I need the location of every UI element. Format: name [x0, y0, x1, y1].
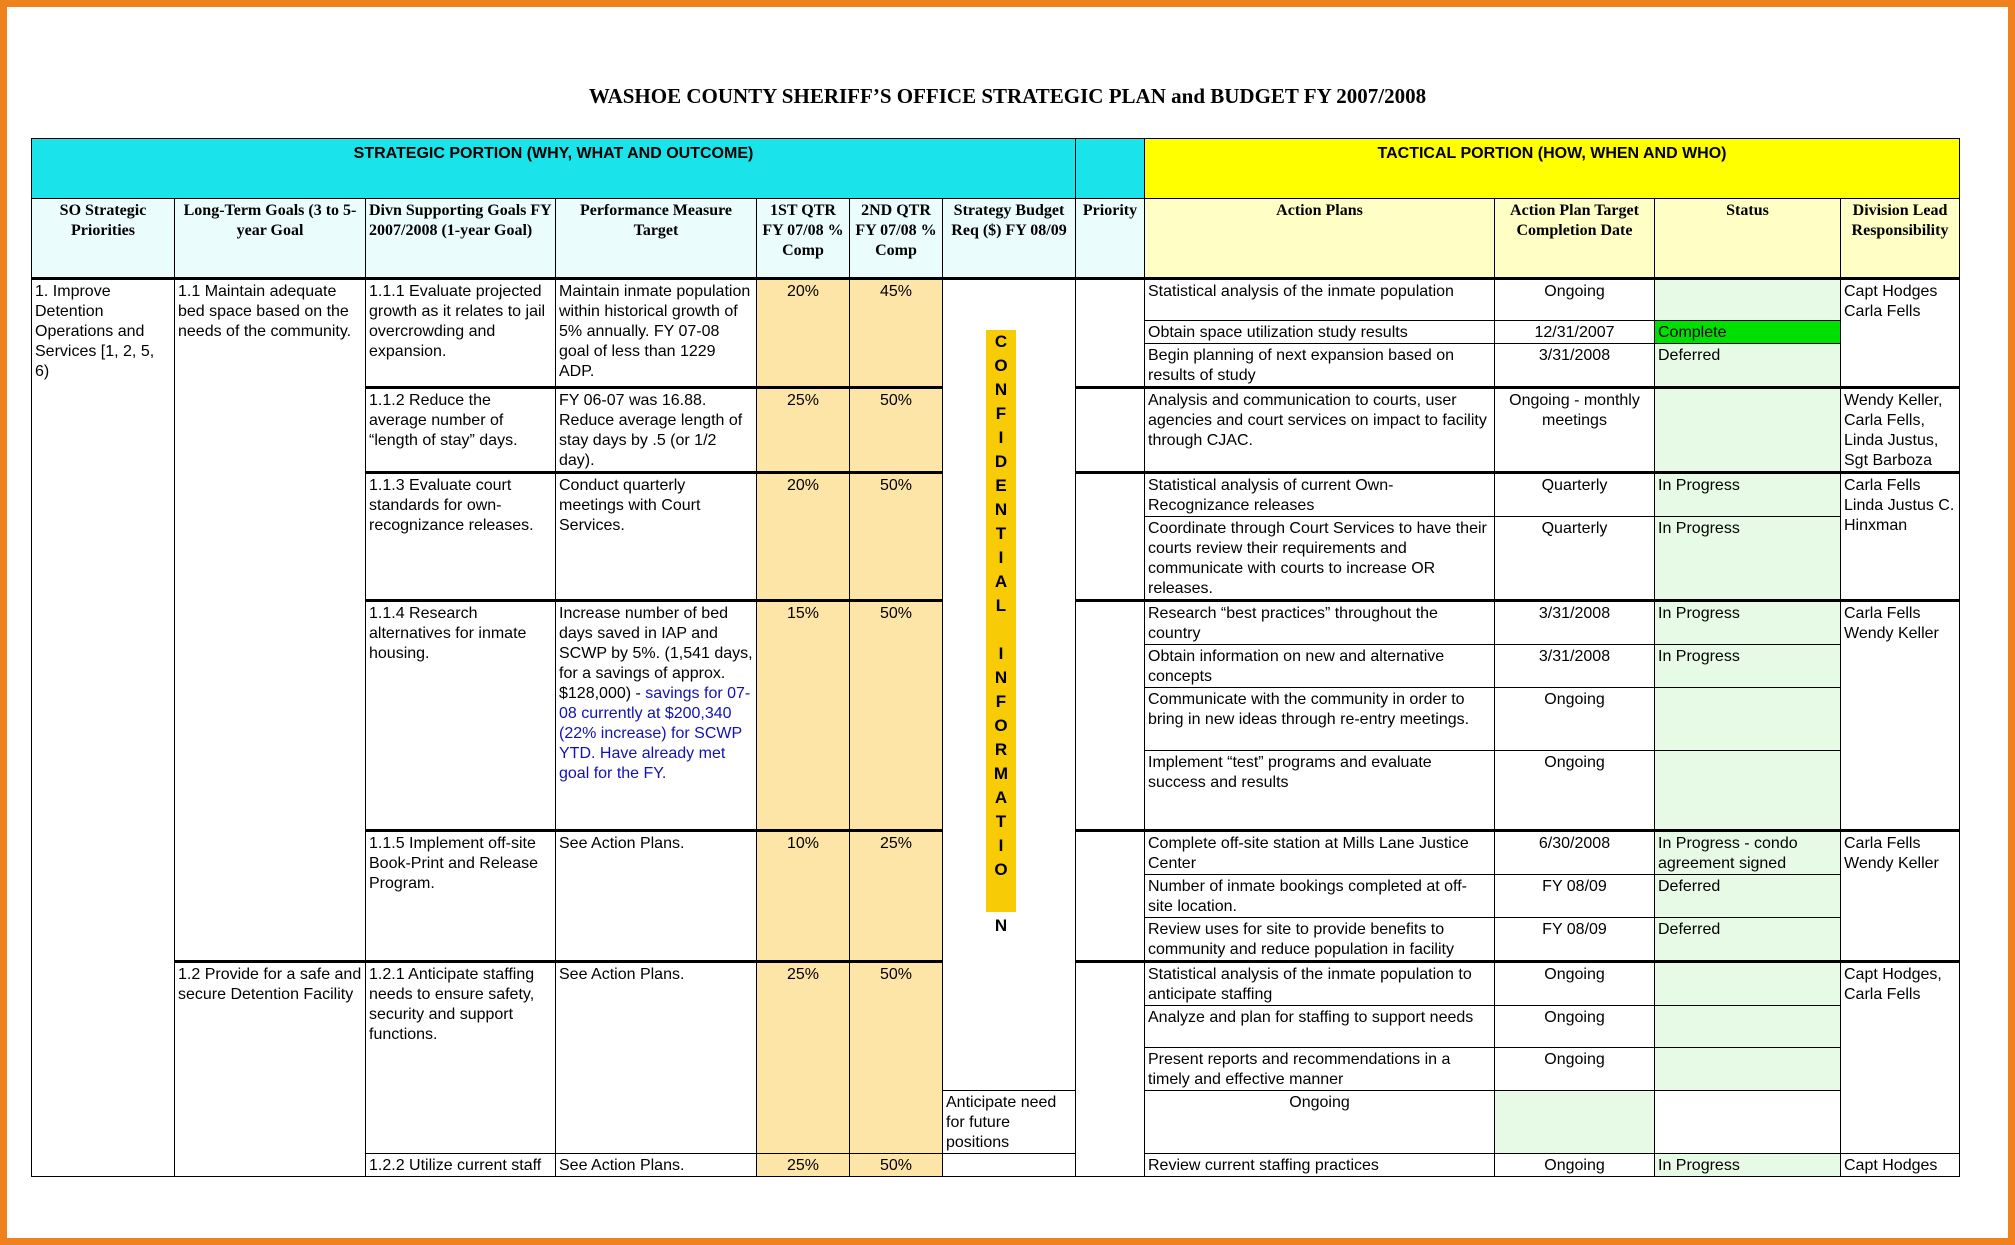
performance-measure	[556, 601, 757, 831]
qtr1-percent: 20%	[757, 279, 850, 388]
confidential-letter: A	[994, 572, 1008, 591]
performance-measure: See Action Plans.	[556, 962, 757, 1154]
target-date: Ongoing	[1495, 688, 1655, 751]
divn-goal: 1.1.2 Reduce the average number of “length of stay” days.	[366, 388, 556, 473]
confidential-letter: D	[994, 452, 1008, 471]
confidential-letter: N	[994, 668, 1008, 687]
tactical-band: TACTICAL PORTION (HOW, WHEN AND WHO)	[1145, 139, 1960, 199]
performance-measure: See Action Plans.	[556, 831, 757, 962]
action-plan: Obtain information on new and alternative concepts	[1145, 645, 1495, 688]
action-plan: Review current staffing practices	[1145, 1154, 1495, 1177]
qtr2-percent: 25%	[850, 831, 943, 962]
action-plan: Review uses for site to provide benefits to community and reduce population in facility	[1145, 918, 1495, 962]
confidential-letter: T	[995, 524, 1007, 543]
performance-measure: FY 06-07 was 16.88. Reduce average length of stay days by .5 (or 1/2 day).	[556, 388, 757, 473]
confidential-letter: I	[998, 428, 1004, 447]
strategic-band: STRATEGIC PORTION (WHY, WHAT AND OUTCOME)	[32, 139, 1076, 199]
confidential-letter: F	[995, 404, 1007, 423]
priority-cell	[1076, 601, 1145, 831]
status-cell: Deferred	[1655, 344, 1841, 388]
action-plan: Coordinate through Court Services to have their courts review their requirements and communicate with courts to increase OR releases.	[1145, 517, 1495, 601]
priority-cell	[1076, 831, 1145, 962]
action-plan: Number of inmate bookings completed at off-site location.	[1145, 875, 1495, 918]
action-plan: Communicate with the community in order to bring in new ideas through re-entry meetings.	[1145, 688, 1495, 751]
qtr1-percent: 25%	[757, 1154, 850, 1177]
confidential-letter: C	[994, 332, 1008, 351]
header-status: Status	[1655, 199, 1841, 279]
divn-goal: 1.1.3 Evaluate court standards for own-recognizance releases.	[366, 473, 556, 601]
confidential-letter: L	[995, 596, 1007, 615]
header-qtr1: 1ST QTR FY 07/08 % Comp	[757, 199, 850, 279]
performance-measure: Conduct quarterly meetings with Court Services.	[556, 473, 757, 601]
action-plan: Research “best practices” throughout the country	[1145, 601, 1495, 645]
header-performance: Performance Measure Target	[556, 199, 757, 279]
priority-cell	[1076, 473, 1145, 601]
action-plan: Statistical analysis of the inmate population	[1145, 279, 1495, 321]
table-row	[32, 279, 1960, 321]
divn-goal: 1.2.2 Utilize current staff	[366, 1154, 556, 1177]
division-lead: Carla Fells Wendy Keller	[1841, 601, 1960, 831]
qtr1-percent: 25%	[757, 388, 850, 473]
action-plan: Begin planning of next expansion based on results of study	[1145, 344, 1495, 388]
target-date: 6/30/2008	[1495, 831, 1655, 875]
header-budget: Strategy Budget Req ($) FY 08/09	[943, 199, 1076, 279]
confidential-letter: O	[994, 716, 1008, 735]
target-date: Ongoing - monthly meetings	[1495, 388, 1655, 473]
status-cell	[1655, 279, 1841, 321]
qtr2-percent: 45%	[850, 279, 943, 388]
priority-band	[1076, 139, 1145, 199]
qtr1-percent: 20%	[757, 473, 850, 601]
status-cell: In Progress	[1655, 601, 1841, 645]
confidential-letter: M	[993, 764, 1009, 783]
division-lead: Capt Hodges	[1841, 1154, 1960, 1177]
status-cell: Deferred	[1655, 918, 1841, 962]
action-plan: Complete off-site station at Mills Lane Justice Center	[1145, 831, 1495, 875]
long-term-goal-1-2: 1.2 Provide for a safe and secure Detention Facility	[175, 962, 366, 1177]
target-date: FY 08/09	[1495, 918, 1655, 962]
division-lead: Carla Fells Wendy Keller	[1841, 831, 1960, 962]
header-divn-goals: Divn Supporting Goals FY 2007/2008 (1-year Goal)	[366, 199, 556, 279]
action-plan: Analyze and plan for staffing to support needs	[1145, 1006, 1495, 1048]
long-term-goal-1-1: 1.1 Maintain adequate bed space based on the needs of the community.	[175, 279, 366, 962]
priority-cell	[1076, 388, 1145, 473]
confidential-letter: N	[994, 380, 1008, 399]
target-date: 3/31/2008	[1495, 645, 1655, 688]
target-date: Quarterly	[1495, 473, 1655, 517]
status-cell: In Progress - condo agreement signed	[1655, 831, 1841, 875]
divn-goal: 1.1.4 Research alternatives for inmate housing.	[366, 601, 556, 831]
header-lead: Division Lead Responsibility	[1841, 199, 1960, 279]
action-plan: Anticipate need for future positions	[943, 1091, 1076, 1154]
target-date: Ongoing	[1495, 751, 1655, 831]
priority-cell	[1076, 279, 1145, 388]
target-date: FY 08/09	[1495, 875, 1655, 918]
status-cell	[1655, 1006, 1841, 1048]
confidential-letter: R	[994, 740, 1008, 759]
qtr2-percent: 50%	[850, 388, 943, 473]
status-cell	[1655, 388, 1841, 473]
header-row	[32, 199, 1960, 279]
header-action-plans: Action Plans	[1145, 199, 1495, 279]
performance-measure: Maintain inmate population within historical growth of 5% annually. FY 07-08 goal of less than 1229 ADP.	[556, 279, 757, 388]
qtr2-percent: 50%	[850, 962, 943, 1154]
status-cell: In Progress	[1655, 473, 1841, 517]
action-plan: Present reports and recommendations in a timely and effective manner	[1145, 1048, 1495, 1091]
qtr2-percent: 50%	[850, 601, 943, 831]
status-cell: Deferred	[1655, 875, 1841, 918]
page-title: WASHOE COUNTY SHERIFF’S OFFICE STRATEGIC PLAN and BUDGET FY 2007/2008	[588, 84, 1427, 108]
confidential-letter: N	[994, 500, 1008, 519]
confidential-letters	[986, 330, 1016, 912]
action-plan: Implement “test” programs and evaluate success and results	[1145, 751, 1495, 831]
priority-cell	[1076, 962, 1145, 1177]
measure-update-text: savings for 07-08 currently at $200,340 (22% increase) for SCWP YTD. Have already met goal for the FY.	[559, 685, 751, 782]
target-date: Ongoing	[1495, 1048, 1655, 1091]
division-lead: Capt Hodges, Carla Fells	[1841, 962, 1960, 1154]
action-plan: Statistical analysis of current Own-Recognizance releases	[1145, 473, 1495, 517]
status-cell	[1655, 688, 1841, 751]
confidential-last-letter: N	[994, 916, 1008, 935]
qtr1-percent: 15%	[757, 601, 850, 831]
confidential-letter	[986, 618, 1016, 642]
confidential-letter: I	[998, 644, 1004, 663]
qtr2-percent: 50%	[850, 473, 943, 601]
status-cell	[1655, 1048, 1841, 1091]
header-priority: Priority	[1076, 199, 1145, 279]
measure-text: Increase number of bed days saved in IAP and SCWP by 5%. (1,541 days, for a savings of approx. $128,000) -	[559, 605, 753, 702]
qtr2-percent: 50%	[850, 1154, 943, 1177]
divn-goal: 1.1.5 Implement off-site Book-Print and Release Program.	[366, 831, 556, 962]
division-lead: Capt Hodges Carla Fells	[1841, 279, 1960, 388]
header-target-date: Action Plan Target Completion Date	[1495, 199, 1655, 279]
header-long-term: Long-Term Goals (3 to 5-year Goal	[175, 199, 366, 279]
status-cell: In Progress	[1655, 517, 1841, 601]
status-cell: In Progress	[1655, 645, 1841, 688]
header-so-priorities: SO Strategic Priorities	[32, 199, 175, 279]
divn-goal: 1.2.1 Anticipate staffing needs to ensure safety, security and support functions.	[366, 962, 556, 1154]
performance-measure: See Action Plans.	[556, 1154, 757, 1177]
target-date: 12/31/2007	[1495, 321, 1655, 344]
action-plan: Analysis and communication to courts, user agencies and court services on impact to facility through CJAC.	[1145, 388, 1495, 473]
so-priority-cell: 1. Improve Detention Operations and Services [1, 2, 5, 6)	[32, 279, 175, 1177]
division-lead: Carla Fells Linda Justus C. Hinxman	[1841, 473, 1960, 601]
confidential-letter: I	[998, 548, 1004, 567]
action-plan: Obtain space utilization study results	[1145, 321, 1495, 344]
confidential-letter: T	[995, 812, 1007, 831]
target-date: Ongoing	[1145, 1091, 1495, 1154]
target-date: Ongoing	[1495, 962, 1655, 1006]
divn-goal: 1.1.1 Evaluate projected growth as it relates to jail overcrowding and expansion.	[366, 279, 556, 388]
confidential-letter: F	[995, 692, 1007, 711]
action-plan: Statistical analysis of the inmate population to anticipate staffing	[1145, 962, 1495, 1006]
status-cell	[1655, 962, 1841, 1006]
status-cell	[1495, 1091, 1655, 1154]
confidential-letter: E	[995, 476, 1007, 495]
status-cell	[1655, 751, 1841, 831]
header-qtr2: 2ND QTR FY 07/08 % Comp	[850, 199, 943, 279]
qtr1-percent: 25%	[757, 962, 850, 1154]
target-date: Ongoing	[1495, 1154, 1655, 1177]
confidential-letter: O	[994, 860, 1008, 879]
target-date: 3/31/2008	[1495, 344, 1655, 388]
target-date: Ongoing	[1495, 279, 1655, 321]
target-date: Quarterly	[1495, 517, 1655, 601]
target-date: 3/31/2008	[1495, 601, 1655, 645]
band-row	[32, 139, 1960, 199]
division-lead: Wendy Keller, Carla Fells, Linda Justus, Sgt Barboza	[1841, 388, 1960, 473]
confidential-letter: A	[994, 788, 1008, 807]
target-date: Ongoing	[1495, 1006, 1655, 1048]
confidential-letter: O	[994, 356, 1008, 375]
confidential-letter: I	[998, 836, 1004, 855]
status-cell: In Progress	[1655, 1154, 1841, 1177]
budget-cell	[943, 1154, 1076, 1177]
status-cell: Complete	[1655, 321, 1841, 344]
qtr1-percent: 10%	[757, 831, 850, 962]
